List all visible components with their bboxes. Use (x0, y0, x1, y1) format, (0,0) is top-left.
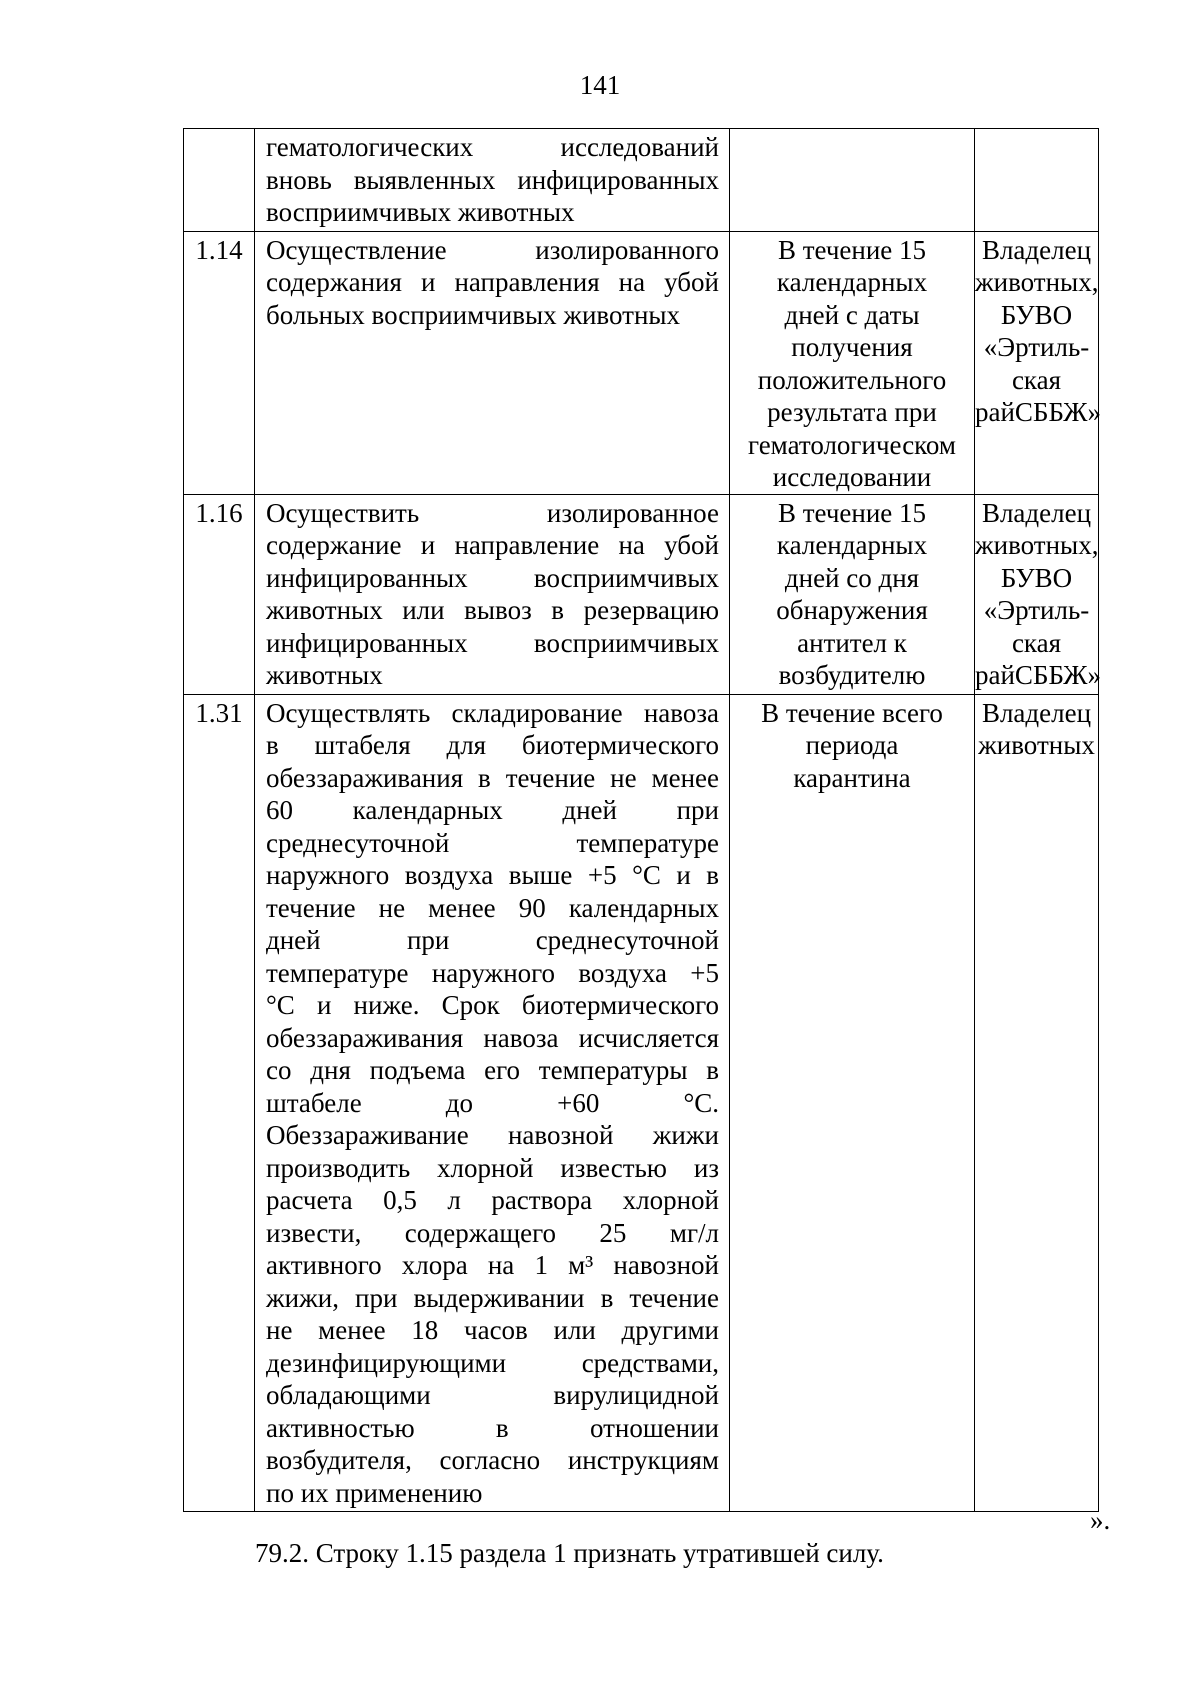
action-cell-line: содержание и направление на убой (266, 530, 719, 560)
action-cell-line: обеззараживания навоза исчисляется (266, 1022, 719, 1053)
action-cell-line: расчета 0,5 л раствора хлорной (266, 1185, 719, 1215)
row-number-cell: 1.31 (184, 694, 255, 1512)
term-cell-line: гематологическом (747, 429, 956, 460)
term-cell-line: возбудителю (778, 660, 926, 690)
action-cell-line: восприимчивых животных (266, 197, 575, 227)
action-cell-line: извести, содержащего 25 мг/л (266, 1217, 719, 1248)
responsible-cell-line: «Эртиль- (983, 595, 1090, 625)
responsible-cell-line: ская (1011, 627, 1062, 658)
action-cell (255, 129, 730, 232)
term-cell-line: В течение всего (761, 697, 943, 728)
action-cell (255, 231, 730, 494)
term-cell-line: карантина (793, 762, 911, 793)
action-cell-line: гематологических исследований (266, 132, 719, 162)
action-cell-line: обладающими вирулицидной (266, 1380, 719, 1410)
table-row (184, 494, 1099, 694)
action-cell-line: не менее 18 часов или другими (266, 1315, 719, 1345)
action-cell-line: активного хлора на 1 м³ навозной (266, 1250, 719, 1280)
row-number-cell: 1.14 (184, 231, 255, 494)
responsible-cell-line: БУВО (1000, 562, 1073, 593)
term-cell-line: антител к (797, 627, 907, 658)
action-cell-line: по их применению (266, 1477, 483, 1508)
responsible-cell-line: животных, (975, 530, 1099, 560)
responsible-cell-line: райСББЖ» (975, 660, 1101, 690)
action-cell-line: 60 календарных дней при (266, 795, 719, 825)
responsible-cell-line: райСББЖ» (975, 397, 1101, 427)
action-cell-line: Осуществлять складирование навоза (266, 697, 719, 728)
action-cell-line: дней при среднесуточной (266, 925, 719, 955)
table-row (184, 129, 1099, 232)
term-cell-line: положительного (757, 364, 947, 395)
term-cell-line: исследовании (772, 462, 932, 492)
action-cell-line: активностью в отношении (266, 1412, 719, 1443)
measures-table (183, 128, 1099, 1512)
term-cell-line: результата при (767, 397, 937, 427)
responsible-cell-line: Владелец (981, 697, 1092, 728)
action-cell-line: штабеле до +60 °С. (266, 1087, 719, 1118)
responsible-cell-line: Владелец (981, 497, 1092, 528)
table-row (184, 231, 1099, 494)
responsible-cell (975, 129, 1099, 232)
term-cell-line: В течение 15 (777, 234, 927, 265)
responsible-cell-line: животных (978, 730, 1095, 760)
term-cell-line: календарных (776, 530, 928, 560)
action-cell-line: животных или вывоз в резервацию (266, 595, 719, 625)
term-cell (730, 129, 975, 232)
action-cell-line: со дня подъема его температуры в (266, 1055, 719, 1085)
responsible-cell (975, 231, 1099, 494)
amendment-text: 79.2. Строку 1.15 раздела 1 признать утратившей силу. (255, 1538, 884, 1568)
page-number: 141 (579, 70, 621, 100)
action-cell-line: инфицированных восприимчивых (266, 562, 719, 593)
term-cell-line: периода (805, 730, 899, 760)
term-cell-line: получения (791, 332, 913, 362)
action-cell-line: температуре наружного воздуха +5 (266, 957, 719, 988)
term-cell-line: В течение 15 (777, 497, 927, 528)
term-cell (730, 494, 975, 694)
action-cell-line: дезинфицирующими средствами, (266, 1347, 719, 1378)
responsible-cell-line: «Эртиль- (983, 332, 1090, 362)
term-cell (730, 231, 975, 494)
action-cell-line: содержания и направления на убой (266, 267, 719, 297)
term-cell-line: дней с даты (784, 299, 920, 330)
term-cell (730, 694, 975, 1512)
action-cell (255, 494, 730, 694)
action-cell-line: производить хлорной известью из (266, 1152, 719, 1183)
term-cell-line: обнаружения (776, 595, 928, 625)
action-cell-line: возбудителя, согласно инструкциям (266, 1445, 719, 1475)
responsible-cell-line: Владелец (981, 234, 1092, 265)
action-cell-line: Осуществление изолированного (266, 234, 719, 265)
responsible-cell-line: животных, (975, 267, 1099, 297)
responsible-cell-line: БУВО (1000, 299, 1073, 330)
action-cell-line: в штабеля для биотермического (266, 730, 719, 760)
measures-table-body (184, 129, 1099, 1512)
term-cell-line: календарных (776, 267, 928, 297)
action-cell-line: Осуществить изолированное (266, 497, 719, 528)
action-cell-line: наружного воздуха выше +5 °С и в (266, 860, 719, 890)
action-cell-line: вновь выявленных инфицированных (266, 164, 719, 195)
term-cell-line: дней со дня (784, 562, 920, 593)
row-number-cell (184, 129, 255, 232)
action-cell-line: °С и ниже. Срок биотермического (266, 990, 719, 1020)
action-cell-line: жижи, при выдерживании в течение (266, 1282, 719, 1313)
action-cell-line: среднесуточной температуре (266, 827, 719, 858)
action-cell-line: течение не менее 90 календарных (266, 892, 719, 923)
action-cell-line: больных восприимчивых животных (266, 299, 681, 330)
table-row (184, 694, 1099, 1512)
closing-quote: ». (1090, 1505, 1111, 1535)
action-cell-line: обеззараживания в течение не менее (266, 762, 719, 793)
responsible-cell (975, 694, 1099, 1512)
action-cell-line: животных (266, 660, 383, 690)
row-number-cell: 1.16 (184, 494, 255, 694)
action-cell (255, 694, 730, 1512)
responsible-cell-line: ская (1011, 364, 1062, 395)
responsible-cell (975, 494, 1099, 694)
action-cell-line: инфицированных восприимчивых (266, 627, 719, 658)
action-cell-line: Обеззараживание навозной жижи (266, 1120, 719, 1150)
